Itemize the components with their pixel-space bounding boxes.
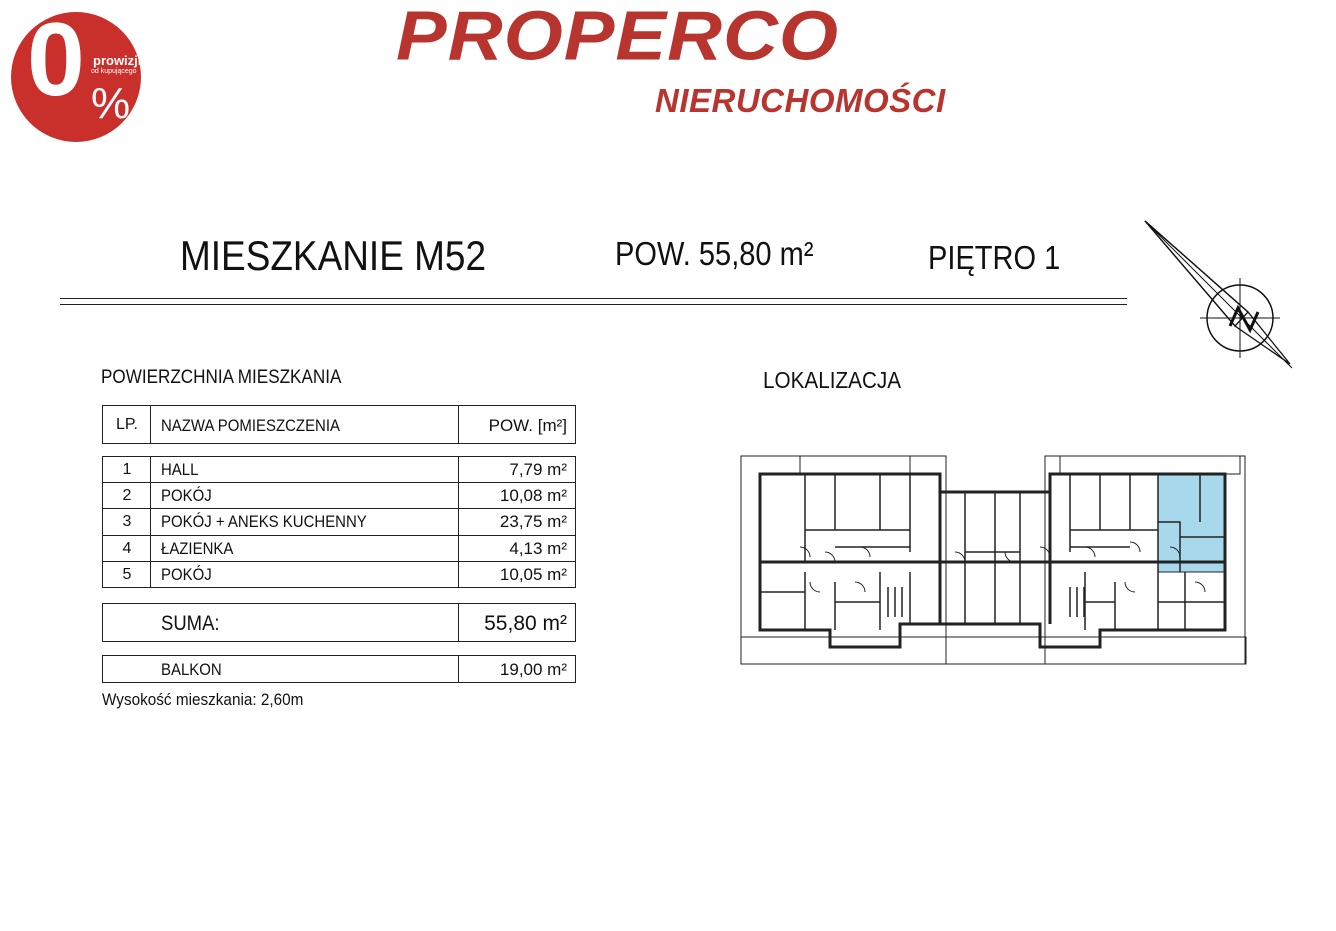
divider [60, 298, 1127, 299]
header-area: POW. [m²] [488, 416, 567, 435]
room-lp: 2 [122, 487, 132, 504]
balcony-label: BALKON [161, 660, 222, 679]
room-name: ŁAZIENKA [161, 539, 234, 558]
room-area: 23,75 m² [499, 512, 567, 531]
room-lp: 4 [122, 540, 132, 557]
apartment-title: MIESZKANIE M52 [180, 232, 487, 279]
room-lp: 3 [122, 513, 132, 530]
brand-logo: PROPERCO [396, 0, 839, 76]
room-lp: 5 [122, 566, 132, 583]
north-arrow-icon [1140, 218, 1300, 373]
apartment-height-note: Wysokość mieszkania: 2,60m [102, 690, 304, 709]
table-header [102, 405, 576, 444]
table-row [103, 536, 575, 562]
commission-badge [11, 12, 141, 142]
header-name: NAZWA POMIESZCZENIA [161, 416, 340, 435]
room-area: 10,08 m² [499, 486, 567, 505]
brand-subtitle: NIERUCHOMOŚCI [655, 82, 946, 119]
location-floor-plan [740, 452, 1250, 667]
room-area: 7,79 m² [509, 460, 567, 479]
room-name: POKÓJ [161, 565, 212, 584]
balcony-value: 19,00 m² [499, 660, 567, 679]
sum-label: SUMA: [161, 612, 220, 635]
rooms-table [102, 456, 576, 588]
badge-zero: 0 [27, 12, 81, 118]
badge-percent: % [91, 79, 131, 128]
apartment-area: POW. 55,80 m² [615, 235, 814, 272]
room-lp: 1 [122, 461, 132, 478]
table-row [103, 562, 575, 588]
table-row [103, 509, 575, 536]
badge-line2: od kupującego [91, 68, 137, 75]
room-name: HALL [161, 460, 199, 479]
sum-value: 55,80 m² [484, 612, 567, 635]
apartment-floor: PIĘTRO 1 [928, 239, 1061, 276]
room-name: POKÓJ [161, 486, 212, 505]
balcony-row [102, 655, 576, 683]
room-area: 10,05 m² [499, 565, 567, 584]
divider [60, 304, 1127, 305]
room-area: 4,13 m² [509, 539, 567, 558]
header-lp: LP. [116, 416, 138, 433]
location-title: LOKALIZACJA [763, 367, 902, 393]
sum-row [102, 603, 576, 642]
room-name: POKÓJ + ANEKS KUCHENNY [161, 512, 367, 531]
badge-line1: prowizji [93, 53, 141, 68]
table-row [103, 457, 575, 483]
table-row [103, 483, 575, 509]
section-title: POWIERZCHNIA MIESZKANIA [101, 367, 342, 388]
